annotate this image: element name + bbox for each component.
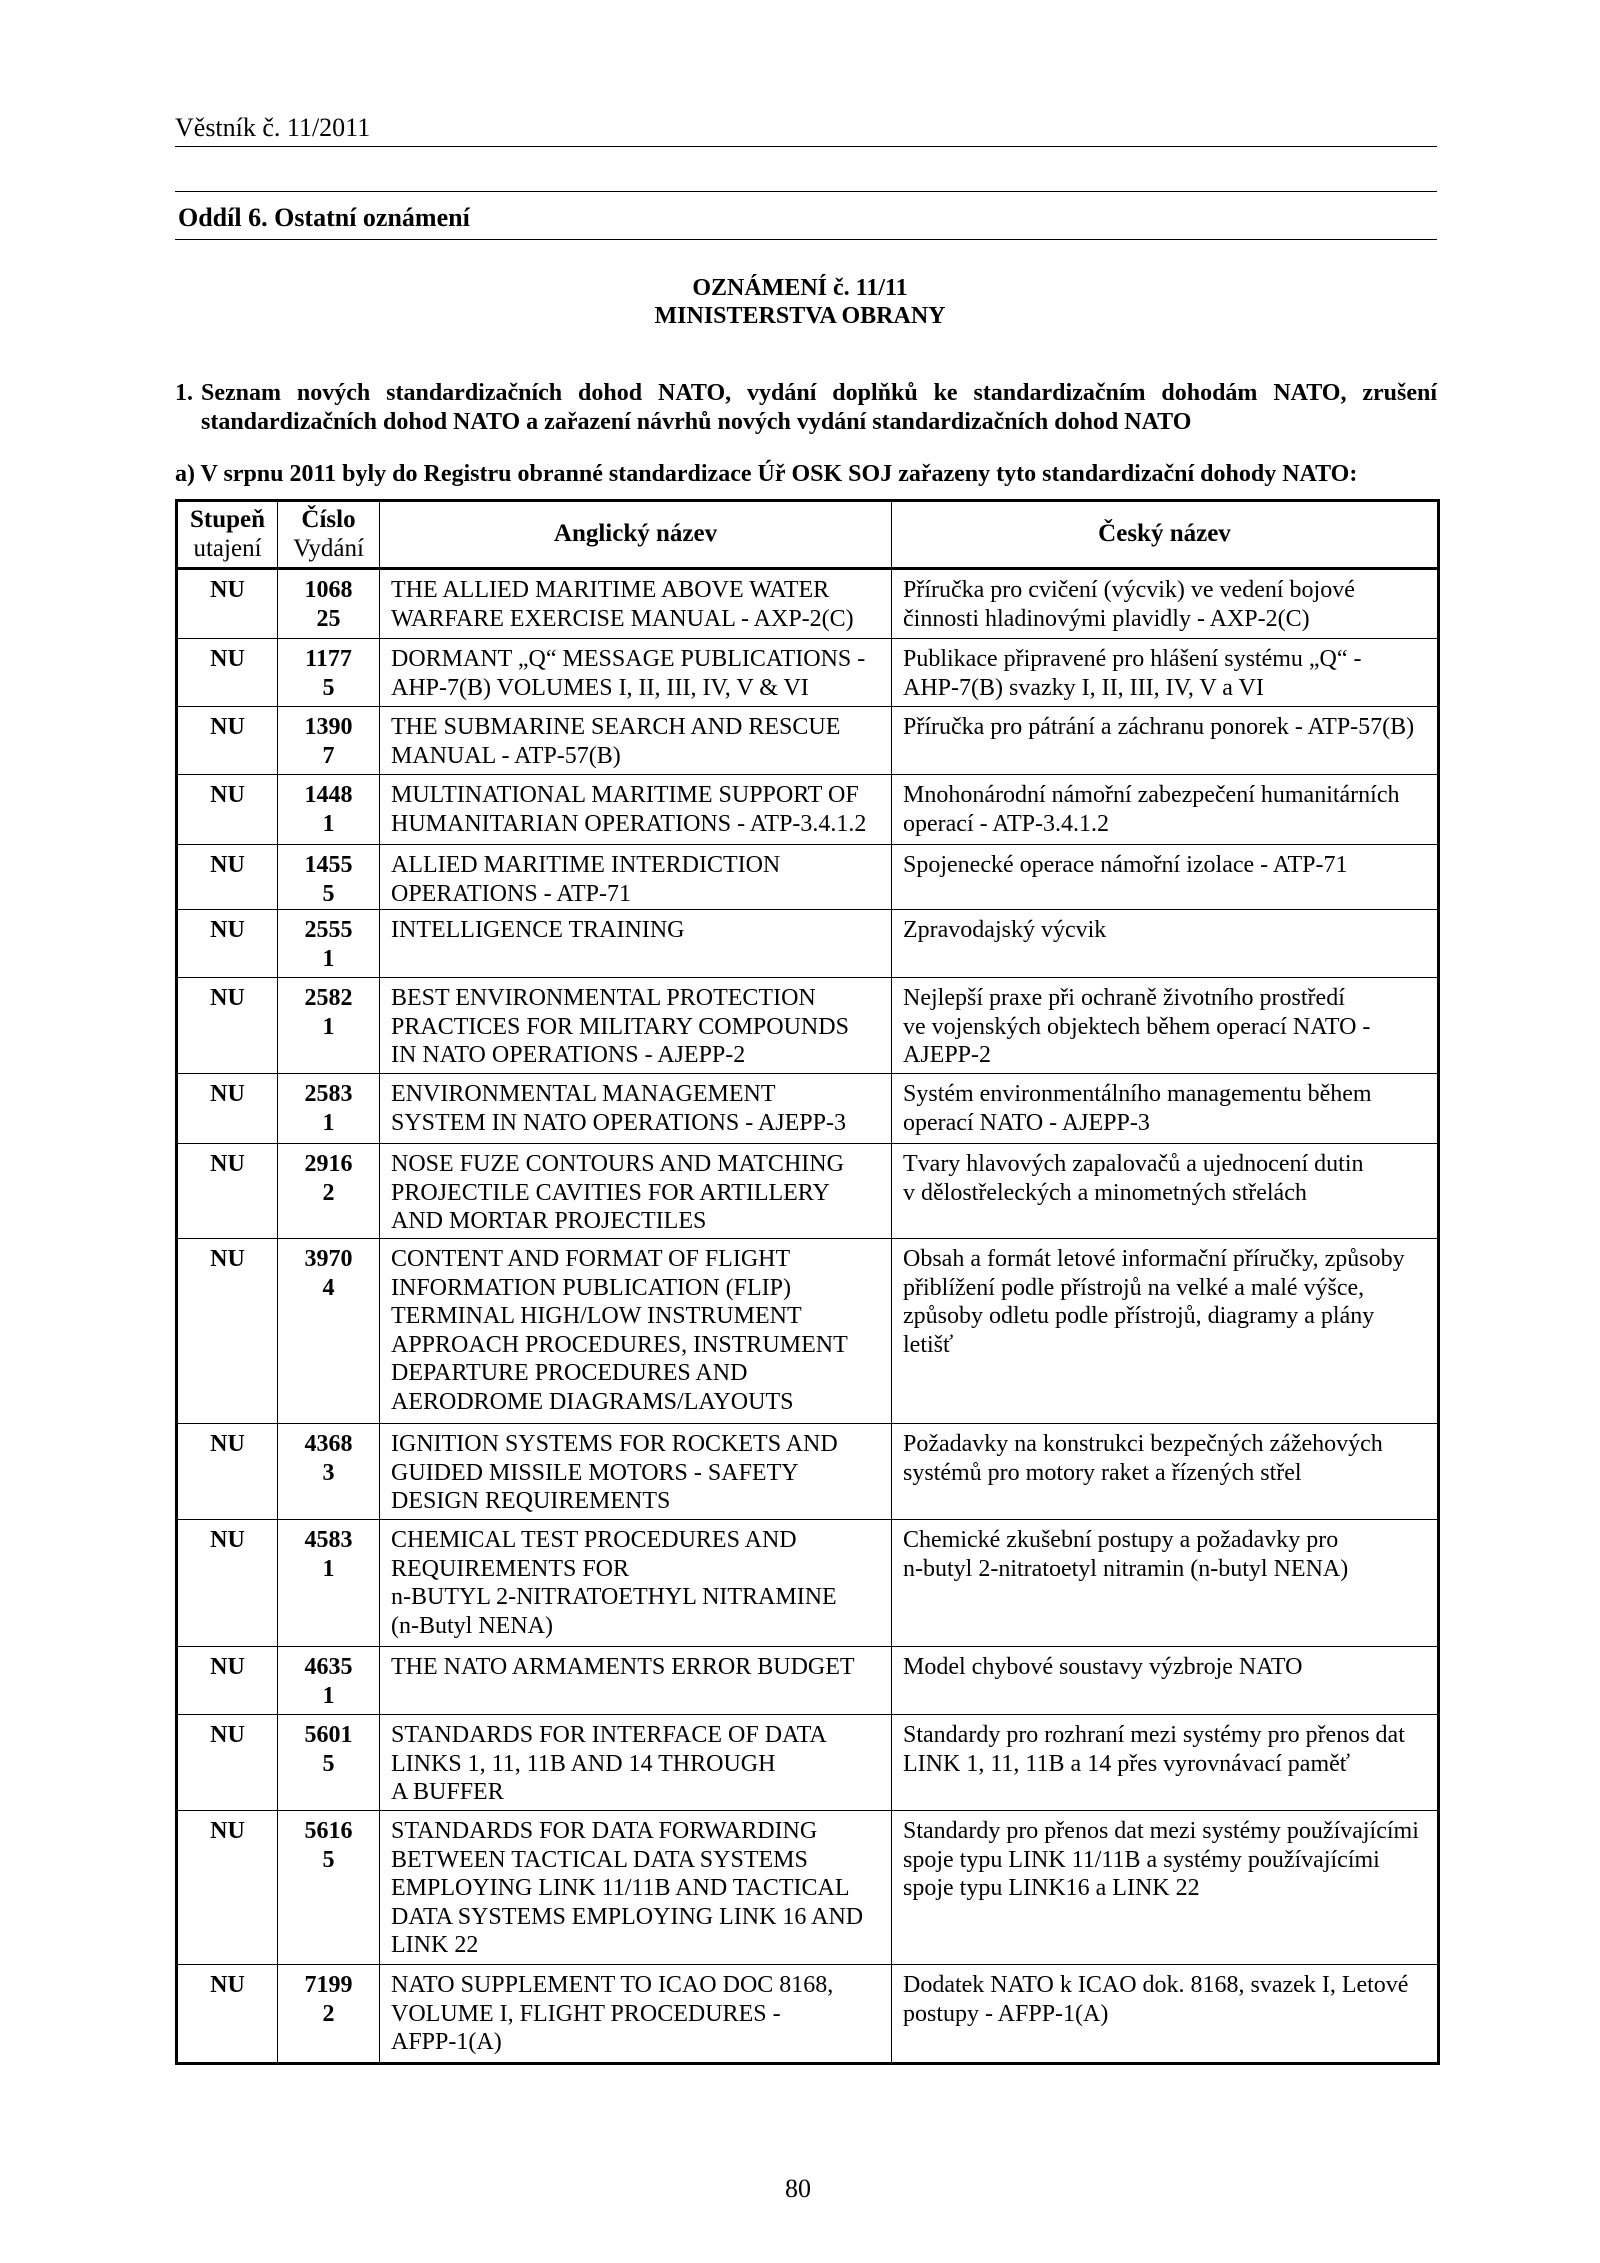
czech-title-cell (892, 978, 1439, 1074)
edition-number: 5 (322, 880, 335, 907)
number-cell (278, 775, 380, 845)
classification: NU (210, 852, 245, 878)
czech-title: Chemické zkušební postupy a požadavky pro n-butyl 2-nitratoetyl nitramin (n-butyl NENA) (903, 1527, 1349, 1582)
table-row (177, 1520, 1439, 1647)
number-cell (278, 1074, 380, 1144)
classification-cell (177, 1520, 278, 1647)
czech-title: Model chybové soustavy výzbroje NATO (903, 1654, 1303, 1680)
czech-title-cell (892, 1239, 1439, 1424)
stanag-number: 5601 (304, 1722, 353, 1748)
english-title-cell (380, 978, 892, 1074)
edition-number: 5 (322, 1846, 335, 1873)
czech-title: Standardy pro přenos dat mezi systémy používajícími spoje typu LINK 11/11B a systémy používajícími spoje typu LINK16 a LINK 22 (903, 1818, 1419, 1901)
number-cell (278, 845, 380, 910)
classification-cell (177, 1074, 278, 1144)
table-row (177, 707, 1439, 775)
classification: NU (210, 782, 245, 808)
czech-title: Obsah a formát letové informační příručky, způsoby přiblížení podle přístrojů na velké a malé výšce, způsoby odletu podle přístrojů, diagramy a plány letišť (903, 1246, 1405, 1358)
english-title: NOSE FUZE CONTOURS AND MATCHING PROJECTILE CAVITIES FOR ARTILLERY AND MORTAR PROJECTILES (391, 1151, 844, 1234)
classification: NU (210, 577, 245, 603)
classification: NU (210, 1722, 245, 1748)
english-title-cell (380, 845, 892, 910)
english-title: STANDARDS FOR INTERFACE OF DATA LINKS 1, 11, 11B AND 14 THROUGH A BUFFER (391, 1722, 827, 1805)
table-row (177, 845, 1439, 910)
table-row (177, 1424, 1439, 1520)
classification-cell (177, 639, 278, 707)
english-title-cell (380, 639, 892, 707)
classification: NU (210, 1246, 245, 1272)
english-title: CONTENT AND FORMAT OF FLIGHT INFORMATION PUBLICATION (FLIP) TERMINAL HIGH/LOW INSTRUMENT APPROACH PROCEDURES, INSTRUMENT DEPARTURE PROCEDURES AND AERODROME DIAGRAMS/LAYOUTS (391, 1246, 848, 1415)
edition-number: 5 (322, 1750, 335, 1777)
classification-cell (177, 1239, 278, 1424)
czech-title: Příručka pro pátrání a záchranu ponorek - ATP-57(B) (903, 714, 1415, 740)
table-row (177, 1144, 1439, 1239)
czech-title-cell (892, 1144, 1439, 1239)
table-row (177, 1647, 1439, 1715)
czech-title-cell (892, 1715, 1439, 1811)
classification-cell (177, 1424, 278, 1520)
notice-issuer: MINISTERSTVA OBRANY (654, 303, 946, 329)
czech-title-cell (892, 845, 1439, 910)
english-title: THE SUBMARINE SEARCH AND RESCUE MANUAL - ATP-57(B) (391, 714, 841, 769)
czech-title: Spojenecké operace námořní izolace - ATP-71 (903, 852, 1348, 878)
english-title-cell (380, 569, 892, 639)
english-title-cell (380, 1647, 892, 1715)
stanag-number: 1068 (304, 577, 353, 603)
czech-title: Standardy pro rozhraní mezi systémy pro přenos dat LINK 1, 11, 11B a 14 přes vyrovnávací paměť (903, 1722, 1405, 1777)
stanag-number: 5616 (304, 1818, 353, 1844)
item-1-text-line2: standardizačních dohod NATO a zařazení návrhů nových vydání standardizačních dohod NATO (201, 409, 1192, 435)
stanag-number: 4635 (304, 1654, 353, 1680)
header-number-line2: Vydání (293, 534, 364, 562)
table-row (177, 639, 1439, 707)
stanag-number: 2582 (304, 985, 353, 1011)
classification: NU (210, 1081, 245, 1107)
english-title-cell (380, 1520, 892, 1647)
english-title: INTELLIGENCE TRAINING (391, 917, 685, 943)
stanag-number: 1455 (304, 852, 353, 878)
english-title: ENVIRONMENTAL MANAGEMENT SYSTEM IN NATO OPERATIONS - AJEPP-3 (391, 1081, 846, 1136)
edition-number: 2 (322, 1179, 335, 1206)
classification: NU (210, 1151, 245, 1177)
number-cell (278, 1144, 380, 1239)
english-title-cell (380, 1424, 892, 1520)
czech-title: Mnohonárodní námořní zabezpečení humanitárních operací - ATP-3.4.1.2 (903, 782, 1400, 837)
classification-cell (177, 569, 278, 639)
czech-title-cell (892, 775, 1439, 845)
number-cell (278, 1520, 380, 1647)
stanag-number: 4583 (304, 1527, 353, 1553)
czech-title-cell (892, 1965, 1439, 2064)
czech-title: Zpravodajský výcvik (903, 917, 1107, 943)
number-cell (278, 910, 380, 978)
english-title: THE NATO ARMAMENTS ERROR BUDGET (391, 1654, 855, 1680)
stanag-number: 2583 (304, 1081, 353, 1107)
english-title: THE ALLIED MARITIME ABOVE WATER WARFARE EXERCISE MANUAL - AXP-2(C) (391, 577, 854, 632)
classification: NU (210, 714, 245, 740)
classification-cell (177, 1647, 278, 1715)
header-classification (177, 501, 278, 569)
czech-title-cell (892, 707, 1439, 775)
page-number: 80 (785, 2174, 811, 2203)
header-classification-line2: utajení (193, 534, 262, 562)
edition-number: 1 (322, 1682, 335, 1709)
section-title: Oddíl 6. Ostatní oznámení (178, 203, 470, 232)
number-cell (278, 1647, 380, 1715)
item-1-text-line1: Seznam nových standardizačních dohod NATO, vydání doplňků ke standardizačním dohodám NATO, zrušení (201, 380, 1437, 406)
czech-title: Dodatek NATO k ICAO dok. 8168, svazek I, Letové postupy - AFPP-1(A) (903, 1972, 1409, 2027)
table-row (177, 1074, 1439, 1144)
subitem-a-heading: a) V srpnu 2011 byly do Registru obranné standardizace Úř OSK SOJ zařazeny tyto standardizační dohody NATO: (175, 461, 1358, 487)
english-title: ALLIED MARITIME INTERDICTION OPERATIONS - ATP-71 (391, 852, 781, 907)
header-classification-line1: Stupeň (189, 506, 266, 533)
edition-number: 1 (322, 1555, 335, 1582)
edition-number: 5 (322, 674, 335, 701)
journal-header: Věstník č. 11/2011 (175, 113, 371, 142)
number-cell (278, 569, 380, 639)
classification: NU (210, 1431, 245, 1457)
english-title-cell (380, 1144, 892, 1239)
header-czech-title-text: Český název (1098, 520, 1231, 548)
english-title-cell (380, 1715, 892, 1811)
number-cell (278, 639, 380, 707)
stanag-number: 1390 (304, 714, 353, 740)
stanag-number: 4368 (304, 1431, 353, 1457)
edition-number: 2 (322, 2000, 335, 2027)
classification-cell (177, 1965, 278, 2064)
classification: NU (210, 646, 245, 672)
czech-title-cell (892, 1811, 1439, 1965)
czech-title-cell (892, 1424, 1439, 1520)
table-row (177, 1811, 1439, 1965)
czech-title: Nejlepší praxe při ochraně životního prostředí ve vojenských objektech během operací NATO - AJEPP-2 (903, 985, 1371, 1068)
czech-title-cell (892, 569, 1439, 639)
header-number-line1: Číslo (301, 506, 356, 533)
stanag-number: 7199 (304, 1972, 353, 1998)
stanag-number: 1448 (304, 782, 353, 808)
edition-number: 1 (322, 945, 335, 972)
czech-title: Požadavky na konstrukci bezpečných zážehových systémů pro motory raket a řízených střel (903, 1431, 1383, 1486)
item-1-heading (175, 378, 1437, 408)
section-rule-bottom (175, 239, 1437, 240)
edition-number: 4 (322, 1274, 335, 1301)
standards-table (175, 499, 1440, 2065)
english-title: MULTINATIONAL MARITIME SUPPORT OF HUMANITARIAN OPERATIONS - ATP-3.4.1.2 (391, 782, 867, 837)
table-row (177, 1239, 1439, 1424)
item-number: 1. (175, 380, 193, 406)
classification: NU (210, 1654, 245, 1680)
czech-title: Publikace připravené pro hlášení systému „Q“ - AHP-7(B) svazky I, II, III, IV, V a VI (903, 646, 1362, 701)
classification-cell (177, 775, 278, 845)
classification-cell (177, 1811, 278, 1965)
english-title: CHEMICAL TEST PROCEDURES AND REQUIREMENTS FOR n-BUTYL 2-NITRATOETHYL NITRAMINE (n-Butyl NENA) (391, 1527, 837, 1639)
table-row (177, 1965, 1439, 2064)
english-title: STANDARDS FOR DATA FORWARDING BETWEEN TACTICAL DATA SYSTEMS EMPLOYING LINK 11/11B AND TACTICAL DATA SYSTEMS EMPLOYING LINK 16 AND LINK 22 (391, 1818, 864, 1958)
czech-title: Příručka pro cvičení (výcvik) ve vedení bojové činnosti hladinovými plavidly - AXP-2(C) (903, 577, 1355, 632)
classification: NU (210, 917, 245, 943)
header-english-title-text: Anglický název (553, 520, 718, 548)
czech-title-cell (892, 1074, 1439, 1144)
header-czech-title (892, 501, 1439, 569)
czech-title: Tvary hlavových zapalovačů a ujednocení dutin v dělostřeleckých a minometných střelách (903, 1151, 1364, 1206)
table-row (177, 910, 1439, 978)
stanag-number: 1177 (305, 646, 352, 672)
czech-title-cell (892, 639, 1439, 707)
edition-number: 1 (322, 810, 335, 837)
english-title-cell (380, 1811, 892, 1965)
english-title: IGNITION SYSTEMS FOR ROCKETS AND GUIDED MISSILE MOTORS - SAFETY DESIGN REQUIREMENTS (391, 1431, 838, 1514)
english-title: NATO SUPPLEMENT TO ICAO DOC 8168, VOLUME I, FLIGHT PROCEDURES - AFPP-1(A) (391, 1972, 834, 2055)
classification-cell (177, 1144, 278, 1239)
english-title-cell (380, 707, 892, 775)
number-cell (278, 1965, 380, 2064)
edition-number: 7 (322, 742, 335, 769)
classification-cell (177, 845, 278, 910)
english-title-cell (380, 1965, 892, 2064)
table-header-row (177, 501, 1439, 569)
czech-title-cell (892, 910, 1439, 978)
english-title: DORMANT „Q“ MESSAGE PUBLICATIONS - AHP-7(B) VOLUMES I, II, III, IV, V & VI (391, 646, 866, 701)
number-cell (278, 978, 380, 1074)
stanag-number: 2916 (304, 1151, 353, 1177)
classification-cell (177, 707, 278, 775)
classification: NU (210, 1818, 245, 1844)
english-title-cell (380, 1239, 892, 1424)
edition-number: 25 (316, 605, 341, 632)
header-english-title (380, 501, 892, 569)
table-row (177, 775, 1439, 845)
header-rule (175, 146, 1437, 147)
english-title-cell (380, 910, 892, 978)
table-row (177, 1715, 1439, 1811)
table-row (177, 569, 1439, 639)
section-rule-top (175, 191, 1437, 192)
classification: NU (210, 985, 245, 1011)
edition-number: 1 (322, 1013, 335, 1040)
czech-title: Systém environmentálního managementu během operací NATO - AJEPP-3 (903, 1081, 1372, 1136)
classification: NU (210, 1527, 245, 1553)
english-title-cell (380, 775, 892, 845)
number-cell (278, 1715, 380, 1811)
classification-cell (177, 910, 278, 978)
number-cell (278, 1811, 380, 1965)
english-title: BEST ENVIRONMENTAL PROTECTION PRACTICES FOR MILITARY COMPOUNDS IN NATO OPERATIONS - AJEPP-2 (391, 985, 849, 1068)
number-cell (278, 1424, 380, 1520)
classification: NU (210, 1972, 245, 1998)
stanag-number: 3970 (304, 1246, 353, 1272)
czech-title-cell (892, 1647, 1439, 1715)
table-row (177, 978, 1439, 1074)
english-title-cell (380, 1074, 892, 1144)
edition-number: 3 (322, 1459, 335, 1486)
edition-number: 1 (322, 1109, 335, 1136)
number-cell (278, 707, 380, 775)
number-cell (278, 1239, 380, 1424)
czech-title-cell (892, 1520, 1439, 1647)
stanag-number: 2555 (304, 917, 353, 943)
header-number (278, 501, 380, 569)
classification-cell (177, 978, 278, 1074)
classification-cell (177, 1715, 278, 1811)
notice-title: OZNÁMENÍ č. 11/11 (692, 275, 908, 301)
